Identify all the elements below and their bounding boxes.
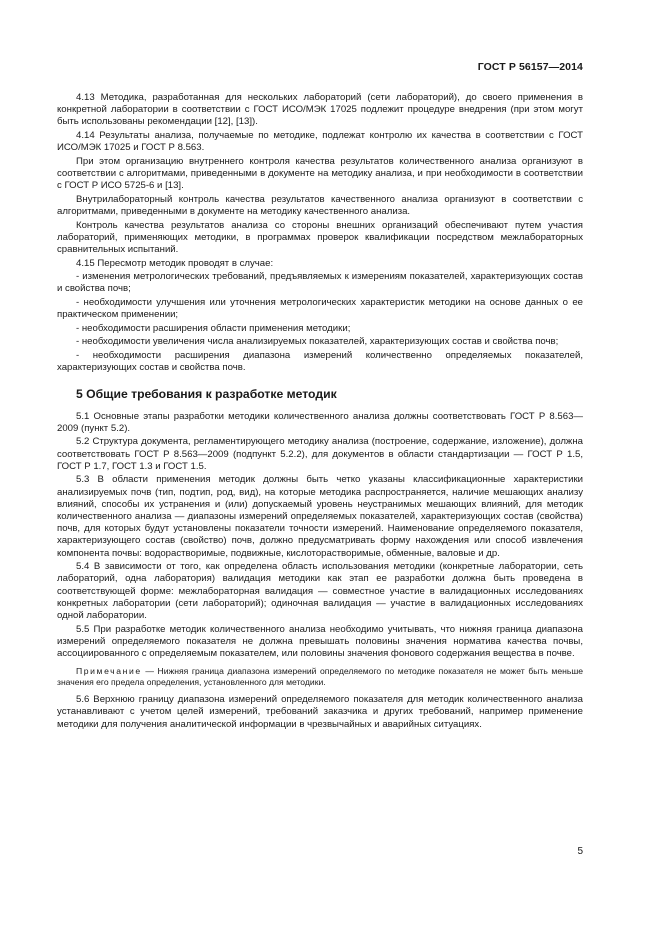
paragraph-internal-control: При этом организацию внутреннего контроля качества результатов количественного анализа организуют в соответствии с алгоритмами, приведенными в документе на методику анализа, и при необходимости в соответствии с ГОСТ Р ИСО 5725-6 и [13]. (57, 155, 583, 192)
note-label: Примечание (76, 666, 142, 677)
list-item: - необходимости увеличения числа анализируемых показателей, характеризующих состав и свойства почв; (76, 336, 559, 348)
note (57, 666, 583, 688)
paragraph-4-13: 4.13 Методика, разработанная для нескольких лабораторий (сети лабораторий), до своего применения в конкретной лаборатории в соответствии с ГОСТ ИСО/МЭК 17025 подлежит процедуре внедрения (при этом могут быть использованы рекомендации [12], [13]). (57, 92, 583, 128)
paragraph-intralab-control: Внутрилабораторный контроль качества результатов качественного анализа организуют в соответствии с алгоритмами, приведенными в документе на методику качественного анализа. (57, 193, 583, 217)
paragraph-4-14: 4.14 Результаты анализа, получаемые по методике, подлежат контролю их качества в соответствии с ГОСТ ИСО/МЭК 17025 и ГОСТ Р 8.563. (57, 130, 583, 154)
list-item: - необходимости улучшения или уточнения метрологических характеристик методики на основе данных о ее практическом применении; (57, 296, 583, 321)
list-item: - изменения метрологических требований, предъявляемых к измерениям показателей, характеризующих состав и свойства почв; (57, 271, 583, 295)
paragraph-5-4: 5.4 В зависимости от того, как определена область использования методики (конкретные лаборатории, сеть лабораторий, одна лаборатория) валидация методики как этап ее разработки должна быть проведена в соответствующей форме: межлабораторная валидация — совместное участие в валидационных исследованиях конкретных лаборатории (сети лабораторий); одиночная валидация — участие в валидационных исследованиях одной лаборатории. (57, 561, 583, 621)
list-item: - необходимости расширения области применения методики; (76, 322, 351, 334)
paragraph-4-15: 4.15 Пересмотр методик проводят в случае: (76, 257, 274, 269)
list-item: - необходимости расширения диапазона измерений количественно определяемых показателей, характеризующих состав и свойства почв. (57, 349, 583, 374)
page-body (57, 92, 583, 732)
section-heading: 5 Общие требования к разработке методик (76, 387, 337, 402)
document-code: ГОСТ Р 56157—2014 (477, 61, 583, 73)
paragraph-5-1: 5.1 Основные этапы разработки методики количественного анализа должны соответствовать ГОСТ Р 8.563—2009 (пункт 5.2). (57, 410, 583, 434)
paragraph-5-5: 5.5 При разработке методик количественного анализа необходимо учитывать, что нижняя граница диапазона измерений определяемого показателя не должна превышать половины значения норматива качества почвы, ассоциированного с определяемым показателем, или половины значения фонового содержания вещества в почве. (57, 623, 583, 659)
paragraph-5-6: 5.6 Верхнюю границу диапазона измерений определяемого показателя для методик количественного анализа устанавливают с учетом целей измерений, требований заказчика и других требований, например применение методики для получения аналитической информации в чрезвычайных и аварийных ситуациях. (57, 694, 583, 730)
paragraph-5-3: 5.3 В области применения методик должны быть четко указаны классификационные характеристики анализируемых почв (тип, подтип, род, вид), на которые методика распространяется, наличие мешающих анализу влияний, способы их устранения и (или) допускаемый уровень неустранимых мешающих влияний, для методик количественного анализа — диапазоны измерений определяемых показателей, характеризующих состав (свойства) почв, для которых будут установлены показатели точности измерений. Наименование определяемого показателя, характеризующего состав (свойство) почв, должно предусматривать форму нахождения или способ извлечения компонента почвы: водорастворимые, подвижные, кислоторастворимые, обменные, валовые и др. (57, 474, 583, 559)
note-text: — Нижняя граница диапазона измерений определяемого по методике показателя не может быть меньше значения его предела определения, установленного для методики. (57, 666, 583, 688)
page-number: 5 (577, 846, 583, 857)
paragraph-5-2: 5.2 Структура документа, регламентирующего методику анализа (построение, содержание, изложение), должна соответствовать ГОСТ Р 8.563—2009 (подпункт 5.2.2), для документов в области стандартизации — ГОСТ Р 1.5, ГОСТ Р 1.7, ГОСТ 1.3 и ГОСТ 1.5. (57, 436, 583, 472)
paragraph-external-control: Контроль качества результатов анализа со стороны внешних организаций обеспечивают путем участия лабораторий, применяющих методики, в программах проверок квалификации посредством межлабораторных сравнительных испытаний. (57, 219, 583, 255)
